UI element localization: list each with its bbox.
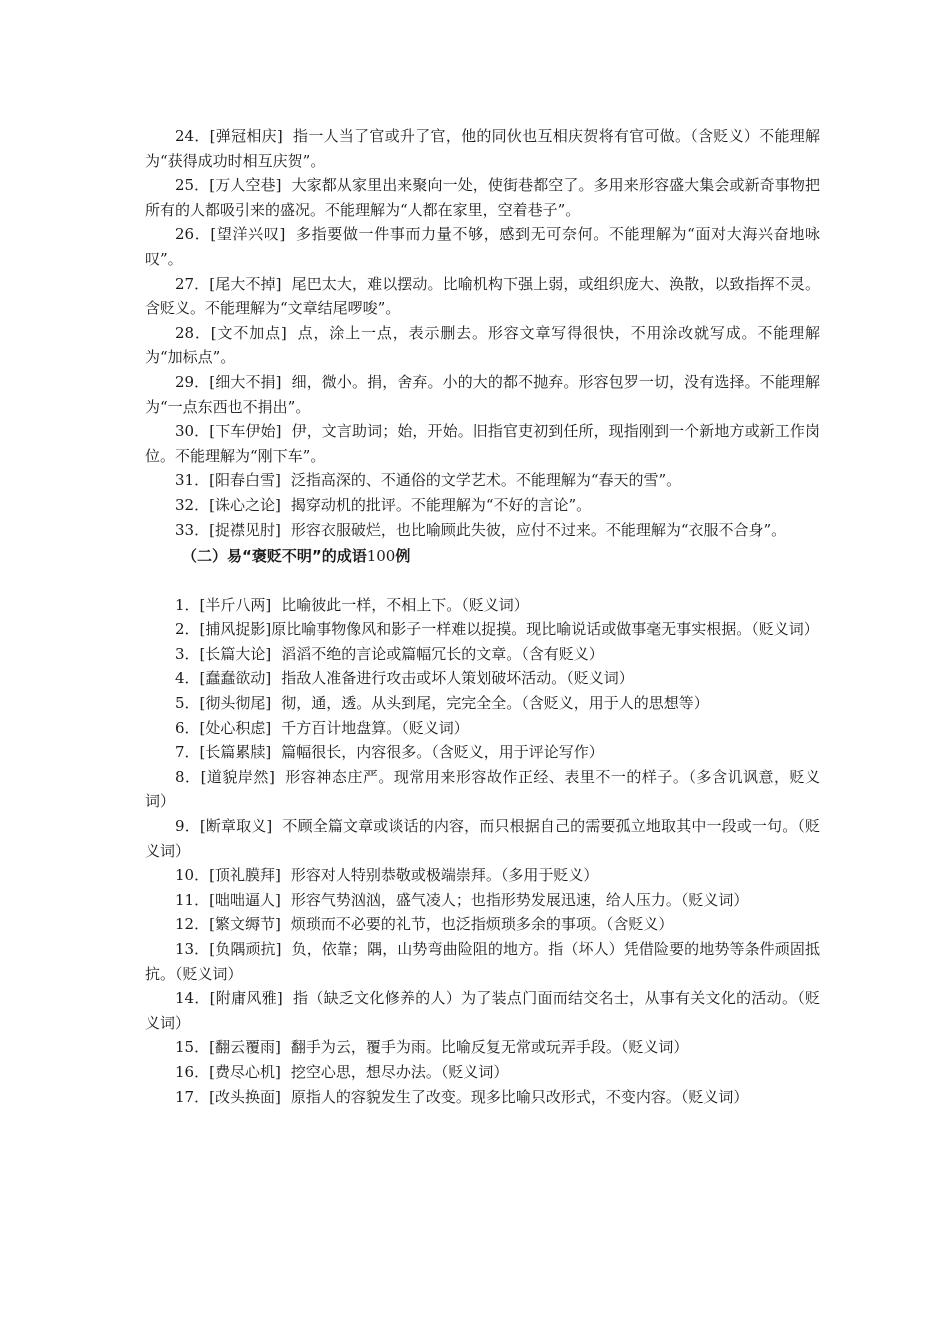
entry-number: 17． bbox=[175, 1087, 210, 1106]
entry-definition: 泛指高深的、不通俗的文学艺术。不能理解为“春天的雪”。 bbox=[290, 471, 682, 490]
entry-definition: 多指要做一件事而力量不够，感到无可奈何。不能理解为“面对大海兴奋地咏叹”。 bbox=[145, 225, 820, 268]
section-heading bbox=[145, 542, 820, 593]
entry-definition: 烦琐而不必要的礼节，也泛指烦琐多余的事项。（含贬义） bbox=[290, 915, 674, 934]
entry-number: 10． bbox=[175, 866, 210, 885]
entry-term: [捕风捉影] bbox=[199, 620, 272, 639]
entry-term: [半斤八两] bbox=[199, 595, 272, 614]
idiom-entry bbox=[145, 272, 820, 321]
idiom-entry bbox=[145, 863, 820, 888]
entry-term: [细大不捐] bbox=[209, 372, 282, 391]
entry-term: [咄咄逼人] bbox=[209, 890, 281, 909]
entry-term: [顶礼膜拜] bbox=[209, 866, 281, 885]
entry-definition: 不顾全篇文章或谈话的内容，而只根据自己的需要孤立地取其中一段或一句。（贬义词） bbox=[145, 817, 820, 860]
entry-definition: 彻，通，透。从头到尾，完完全全。（含贬义，用于人的思想等） bbox=[281, 694, 709, 713]
entry-term: [附庸风雅] bbox=[209, 989, 283, 1008]
idiom-entry bbox=[145, 765, 820, 814]
section-heading-text: （二）易“褒贬不明”的成语 bbox=[182, 547, 367, 566]
entry-number: 13． bbox=[175, 940, 210, 958]
entry-term: [长篇累牍] bbox=[199, 743, 272, 762]
idiom-list-misread bbox=[145, 124, 820, 542]
entry-number: 16． bbox=[175, 1062, 210, 1081]
entry-term: [改头换面] bbox=[209, 1087, 281, 1106]
entry-term: [弹冠相庆] bbox=[209, 127, 283, 145]
entry-term: [处心积虑] bbox=[199, 718, 272, 737]
idiom-entry bbox=[145, 593, 820, 618]
entry-definition: 形容气势汹汹，盛气凌人；也指形势发展迅速，给人压力。（贬义词） bbox=[290, 890, 749, 909]
section-heading-number: 100 bbox=[366, 547, 396, 566]
entry-term: [捉襟见肘] bbox=[209, 520, 281, 539]
entry-number: 7． bbox=[175, 743, 200, 762]
entry-definition: 细，微小。捐，舍弃。小的大的都不抛弃。形容包罗一切，没有选择。不能理解为“一点东西也不捐出”。 bbox=[145, 372, 820, 416]
entry-number: 28． bbox=[175, 323, 211, 342]
idiom-entry bbox=[145, 1060, 820, 1085]
idiom-list-connotation bbox=[145, 593, 820, 1109]
entry-number: 31． bbox=[175, 471, 210, 490]
entry-definition: 指一人当了官或升了官，他的同伙也互相庆贺将有官可做。（含贬义）不能理解为“获得成功时相互庆贺”。 bbox=[145, 127, 820, 170]
entry-definition: 指（缺乏文化修养的人）为了装点门面而结交名士，从事有关文化的活动。（贬义词） bbox=[145, 989, 820, 1032]
entry-number: 33． bbox=[175, 520, 210, 539]
entry-definition: 千方百计地盘算。（贬义词） bbox=[281, 718, 469, 737]
entry-number: 26． bbox=[175, 225, 211, 244]
entry-definition: 比喻彼此一样，不相上下。（贬义词） bbox=[281, 595, 529, 614]
entry-definition: 点，涂上一点，表示删去。形容文章写得很快，不用涂改就写成。不能理解为“加标点”。 bbox=[145, 323, 820, 367]
entry-definition: 挖空心思，想尽办法。（贬义词） bbox=[290, 1062, 509, 1081]
entry-term: [长篇大论] bbox=[199, 644, 272, 663]
section-heading-suffix: 例 bbox=[395, 547, 411, 566]
entry-number: 12． bbox=[175, 915, 210, 934]
entry-definition: 形容神态庄严。现常用来形容故作正经、表里不一的样子。（多含讥讽意，贬义词） bbox=[145, 767, 820, 811]
idiom-entry bbox=[145, 986, 820, 1035]
entry-term: [负隅顽抗] bbox=[209, 940, 282, 958]
entry-definition: 尾巴太大，难以摆动。比喻机构下强上弱，或组织庞大、涣散，以致指挥不灵。含贬义。不能理解为“文章结尾啰唆”。 bbox=[145, 274, 820, 318]
entry-term: [尾大不掉] bbox=[209, 274, 282, 293]
idiom-entry bbox=[145, 222, 820, 271]
entry-number: 4． bbox=[175, 669, 200, 688]
idiom-entry bbox=[145, 666, 820, 691]
entry-definition: 原比喻事物像风和影子一样难以捉摸。现比喻说话或做事毫无事实根据。（贬义词） bbox=[271, 620, 819, 639]
entry-term: [翻云覆雨] bbox=[209, 1038, 281, 1057]
entry-definition: 大家都从家里出来聚向一处，使街巷都空了。多用来形容盛大集会或新奇事物把所有的人都吸引来的盛况。不能理解为“人都在家里，空着巷子”。 bbox=[145, 176, 820, 219]
idiom-entry bbox=[145, 493, 820, 518]
entry-term: [文不加点] bbox=[210, 323, 287, 342]
entry-term: [蠢蠢欲动] bbox=[199, 669, 272, 688]
entry-number: 9． bbox=[175, 817, 200, 836]
entry-number: 3． bbox=[175, 644, 200, 663]
idiom-entry bbox=[145, 888, 820, 913]
entry-definition: 负，依靠；隅，山势弯曲险阻的地方。指（坏人）凭借险要的地势等条件顽固抵抗。（贬义词） bbox=[145, 940, 820, 983]
entry-definition: 滔滔不绝的言论或篇幅冗长的文章。（含有贬义） bbox=[281, 644, 604, 663]
entry-term: [下车伊始] bbox=[209, 422, 282, 441]
entry-definition: 翻手为云，覆手为雨。比喻反复无常或玩弄手段。（贬义词） bbox=[290, 1038, 689, 1057]
entry-number: 29． bbox=[175, 372, 210, 391]
entry-term: [道貌岸然] bbox=[200, 767, 275, 786]
idiom-entry bbox=[145, 937, 820, 986]
entry-number: 5． bbox=[175, 694, 200, 713]
entry-number: 1． bbox=[175, 595, 200, 614]
entry-number: 30． bbox=[175, 422, 210, 441]
idiom-entry bbox=[145, 1085, 820, 1110]
idiom-entry bbox=[145, 419, 820, 468]
entry-term: [望洋兴叹] bbox=[210, 225, 286, 244]
entry-term: [彻头彻尾] bbox=[199, 694, 272, 713]
idiom-entry bbox=[145, 1035, 820, 1060]
idiom-entry bbox=[145, 124, 820, 173]
entry-definition: 形容衣服破烂，也比喻顾此失彼，应付不过来。不能理解为“衣服不合身”。 bbox=[290, 520, 787, 539]
entry-term: [费尽心机] bbox=[209, 1062, 281, 1081]
idiom-entry bbox=[145, 912, 820, 937]
idiom-entry bbox=[145, 716, 820, 741]
entry-number: 6． bbox=[175, 718, 200, 737]
entry-term: [诛心之论] bbox=[209, 495, 281, 514]
entry-term: [繁文缛节] bbox=[209, 915, 281, 934]
entry-definition: 揭穿动机的批评。不能理解为“不好的言论”。 bbox=[290, 495, 592, 514]
entry-number: 15． bbox=[175, 1038, 210, 1057]
entry-number: 14． bbox=[175, 989, 210, 1008]
idiom-entry bbox=[145, 173, 820, 222]
entry-definition: 指敌人准备进行攻击或坏人策划破坏活动。（贬义词） bbox=[281, 669, 634, 688]
entry-number: 8． bbox=[175, 767, 201, 786]
entry-definition: 原指人的容貌发生了改变。现多比喻只改形式，不变内容。（贬义词） bbox=[290, 1087, 749, 1106]
idiom-entry bbox=[145, 370, 820, 419]
entry-definition: 形容对人特别恭敬或极端崇拜。（多用于贬义） bbox=[290, 866, 599, 885]
idiom-entry bbox=[145, 468, 820, 493]
idiom-entry bbox=[145, 518, 820, 543]
entry-term: [断章取义] bbox=[199, 817, 273, 836]
entry-definition: 篇幅很长，内容很多。（含贬义，用于评论写作） bbox=[281, 743, 604, 762]
idiom-entry bbox=[145, 814, 820, 863]
entry-number: 2． bbox=[175, 620, 200, 639]
entry-definition: 伊，文言助词；始，开始。旧指官吏初到任所，现指刚到一个新地方或新工作岗位。不能理解为“刚下车”。 bbox=[145, 422, 820, 465]
idiom-entry bbox=[145, 740, 820, 765]
idiom-entry bbox=[145, 617, 820, 642]
entry-number: 25． bbox=[175, 176, 210, 195]
idiom-entry bbox=[145, 642, 820, 667]
entry-term: [万人空巷] bbox=[209, 176, 282, 195]
idiom-entry bbox=[145, 691, 820, 716]
idiom-entry bbox=[145, 321, 820, 370]
entry-term: [阳春白雪] bbox=[209, 471, 281, 490]
entry-number: 11． bbox=[175, 890, 210, 909]
entry-number: 27． bbox=[175, 274, 210, 293]
entry-number: 32． bbox=[175, 495, 210, 514]
entry-number: 24． bbox=[175, 127, 210, 145]
